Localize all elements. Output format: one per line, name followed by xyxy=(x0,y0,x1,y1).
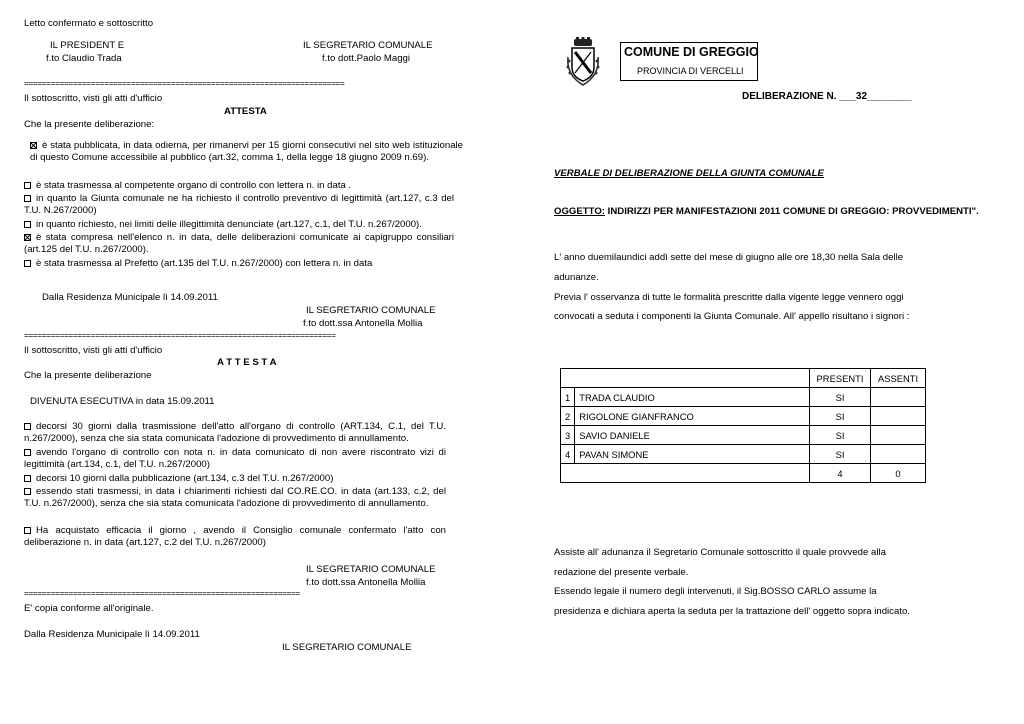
table-header-row xyxy=(561,369,926,388)
secretary-title: IL SEGRETARIO COMUNALE xyxy=(282,642,412,653)
meeting-paragraph-line: adunanze. xyxy=(554,272,599,283)
row-number: 4 xyxy=(561,445,575,464)
checkbox-icon xyxy=(24,449,31,456)
presente-value: SI xyxy=(810,445,871,464)
municipality-name: COMUNE DI GREGGIO xyxy=(624,45,759,59)
list-item xyxy=(24,421,446,445)
member-name: PAVAN SIMONE xyxy=(575,445,810,464)
list-item-text: in quanto la Giunta comunale ne ha richiesto il controllo preventivo di legittimità (art.127, c.3 del T.U. N.267/2000) xyxy=(24,193,454,216)
deliberation-number: DELIBERAZIONE N. ___32________ xyxy=(742,91,912,102)
list-item-text: è stata pubblicata, in data odierna, per rimanervi per 15 giorni consecutivi nel sito web istituzionale di questo Comune accessibile al pubblico (art.32, comma 1, della legge 18 giugno 2009 n.69). xyxy=(30,140,463,163)
row-number: 3 xyxy=(561,426,575,445)
list-item xyxy=(24,232,454,256)
copy-conformity: E' copia conforme all'originale. xyxy=(24,603,154,614)
province-name: PROVINCIA DI VERCELLI xyxy=(637,66,744,76)
table-row xyxy=(561,407,926,426)
assist-paragraph-line: Essendo legale il numero degli intervenuti, il Sig.BOSSO CARLO assume la xyxy=(554,586,877,597)
presente-value: SI xyxy=(810,388,871,407)
list-item-text: Ha acquistato efficacia il giorno , avendo il Consiglio comunale confermato l'atto con deliberazione n. in data (art.127, c.2 del T.U. n.267/2000) xyxy=(24,525,446,548)
assist-paragraph-line: presidenza e dichiara aperta la seduta per la trattazione dell' oggetto sopra indicato. xyxy=(554,606,910,617)
subject-label: OGGETTO: xyxy=(554,206,605,217)
assente-value xyxy=(871,407,926,426)
assente-value xyxy=(871,388,926,407)
list-item xyxy=(24,525,446,549)
checked-box-icon xyxy=(24,234,31,241)
row-number: 2 xyxy=(561,407,575,426)
list-item-text: in quanto richiesto, nei limiti delle illegittimità denunciate (art.127, c.1, del T.U. n.267/2000). xyxy=(36,219,422,230)
member-name: RIGOLONE GIANFRANCO xyxy=(575,407,810,426)
presente-value: SI xyxy=(810,407,871,426)
esecutiva-date: DIVENUTA ESECUTIVA in data 15.09.2011 xyxy=(30,396,215,407)
list-item-text: è stata trasmessa al competente organo di controllo con lettera n. in data . xyxy=(36,180,352,191)
president-title: IL PRESIDENT E xyxy=(50,40,125,51)
list-item-text: avendo l'organo di controllo con nota n. in data comunicato di non avere riscontrato vizi di legittimità (art.134, c.1, del T.U. n.267/2000) xyxy=(24,447,446,470)
list-item xyxy=(24,447,446,471)
assente-value xyxy=(871,426,926,445)
list-item xyxy=(24,473,333,485)
header-assenti: ASSENTI xyxy=(871,369,926,388)
subject-text: INDIRIZZI PER MANIFESTAZIONI 2011 COMUNE DI GREGGIO: PROVVEDIMENTI". xyxy=(605,206,979,217)
checkbox-icon xyxy=(24,260,31,267)
list-item xyxy=(24,193,454,217)
secretary-title: IL SEGRETARIO COMUNALE xyxy=(303,40,433,51)
checkbox-icon xyxy=(24,423,31,430)
list-item xyxy=(24,258,454,270)
list-item-text: decorsi 10 giorni dalla pubblicazione (art.134, c.3 del T.U. n.267/2000) xyxy=(36,473,334,484)
list-item-text: è stata compresa nell'elenco n. in data, delle deliberazioni comunicate ai capigruppo consiliari (art.125 del T.U. n.267/2000). xyxy=(24,232,454,255)
secretary-title: IL SEGRETARIO COMUNALE xyxy=(306,305,436,316)
table-header-empty xyxy=(561,369,810,388)
checkbox-icon xyxy=(24,527,31,534)
list-item-text: essendo stati trasmessi, in data i chiarimenti richiesti dal CO.RE.CO. in data (art.133, c.2, del T.U. n.267/2000), senza che sia stata comunicata l'adozione di provvedimento di annullamento. xyxy=(24,486,446,509)
deliberation-intro: Che la presente deliberazione: xyxy=(24,119,155,130)
secretary-name: f.to dott.Paolo Maggi xyxy=(322,53,410,64)
residence-date: Dalla Residenza Municipale lì 14.09.2011 xyxy=(24,629,200,640)
table-totals-row xyxy=(561,464,926,483)
undersigned-text: Il sottoscritto, visti gli atti d'ufficio xyxy=(24,345,163,356)
verbale-title: VERBALE DI DELIBERAZIONE DELLA GIUNTA COMUNALE xyxy=(554,168,824,179)
totals-empty xyxy=(561,464,810,483)
separator: ======================================================================== xyxy=(24,80,345,89)
table-row xyxy=(561,426,926,445)
meeting-paragraph-line: convocati a seduta i componenti la Giunta Comunale. All' appello risultano i signori : xyxy=(554,311,910,322)
checked-box-icon xyxy=(30,142,37,149)
row-number: 1 xyxy=(561,388,575,407)
list-item-text: decorsi 30 giorni dalla trasmissione dell'atto all'organo di controllo (ART.134, C.1, del T.U. n.267/2000), senza che sia stata comunicata l'adozione di provvedimento di annullamento. xyxy=(24,421,446,444)
list-item xyxy=(24,219,422,231)
separator: ============================================================== xyxy=(24,590,300,599)
municipality-header-box xyxy=(620,42,758,81)
assist-paragraph-line: redazione del presente verbale. xyxy=(554,567,689,578)
president-name: f.to Claudio Trada xyxy=(46,53,122,64)
secretary-name: f.to dott.ssa Antonella Mollia xyxy=(303,318,423,329)
separator: ====================================================================== xyxy=(24,332,336,341)
undersigned-text: Il sottoscritto, visti gli atti d'ufficio xyxy=(24,93,163,104)
checkbox-icon xyxy=(24,221,31,228)
assente-value xyxy=(871,445,926,464)
list-item xyxy=(30,140,463,164)
intro-text: Letto confermato e sottoscritto xyxy=(24,18,154,29)
subject-line xyxy=(554,206,979,218)
checkbox-icon xyxy=(24,182,31,189)
checkbox-icon xyxy=(24,195,31,202)
list-item xyxy=(24,486,446,510)
secretary-title: IL SEGRETARIO COMUNALE xyxy=(306,564,436,575)
member-name: SAVIO DANIELE xyxy=(575,426,810,445)
meeting-paragraph-line: Previa l' osservanza di tutte le formalità prescritte dalla vigente legge vennero oggi xyxy=(554,292,904,303)
member-name: TRADA CLAUDIO xyxy=(575,388,810,407)
total-presenti: 4 xyxy=(810,464,871,483)
attendance-table xyxy=(560,368,926,483)
header-presenti: PRESENTI xyxy=(810,369,871,388)
list-item-text: è stata trasmessa al Prefetto (art.135 del T.U. n.267/2000) con lettera n. in data xyxy=(36,258,373,269)
checkbox-icon xyxy=(24,475,31,482)
residence-date: Dalla Residenza Municipale lì 14.09.2011 xyxy=(42,292,218,303)
presente-value: SI xyxy=(810,426,871,445)
checkbox-icon xyxy=(24,488,31,495)
meeting-paragraph-line: L' anno duemilaundici addì sette del mese di giugno alle ore 18,30 nella Sala delle xyxy=(554,252,904,263)
secretary-name: f.to dott.ssa Antonella Mollia xyxy=(306,577,426,588)
deliberation-intro: Che la presente deliberazione xyxy=(24,370,152,381)
assist-paragraph-line: Assiste all' adunanza il Segretario Comunale sottoscritto il quale provvede alla xyxy=(554,547,886,558)
table-row xyxy=(561,388,926,407)
attesta-heading: A T T E S T A xyxy=(217,357,277,368)
table-row xyxy=(561,445,926,464)
total-assenti: 0 xyxy=(871,464,926,483)
coat-of-arms-icon xyxy=(565,37,601,87)
list-item xyxy=(24,180,351,192)
attesta-heading: ATTESTA xyxy=(224,106,267,117)
